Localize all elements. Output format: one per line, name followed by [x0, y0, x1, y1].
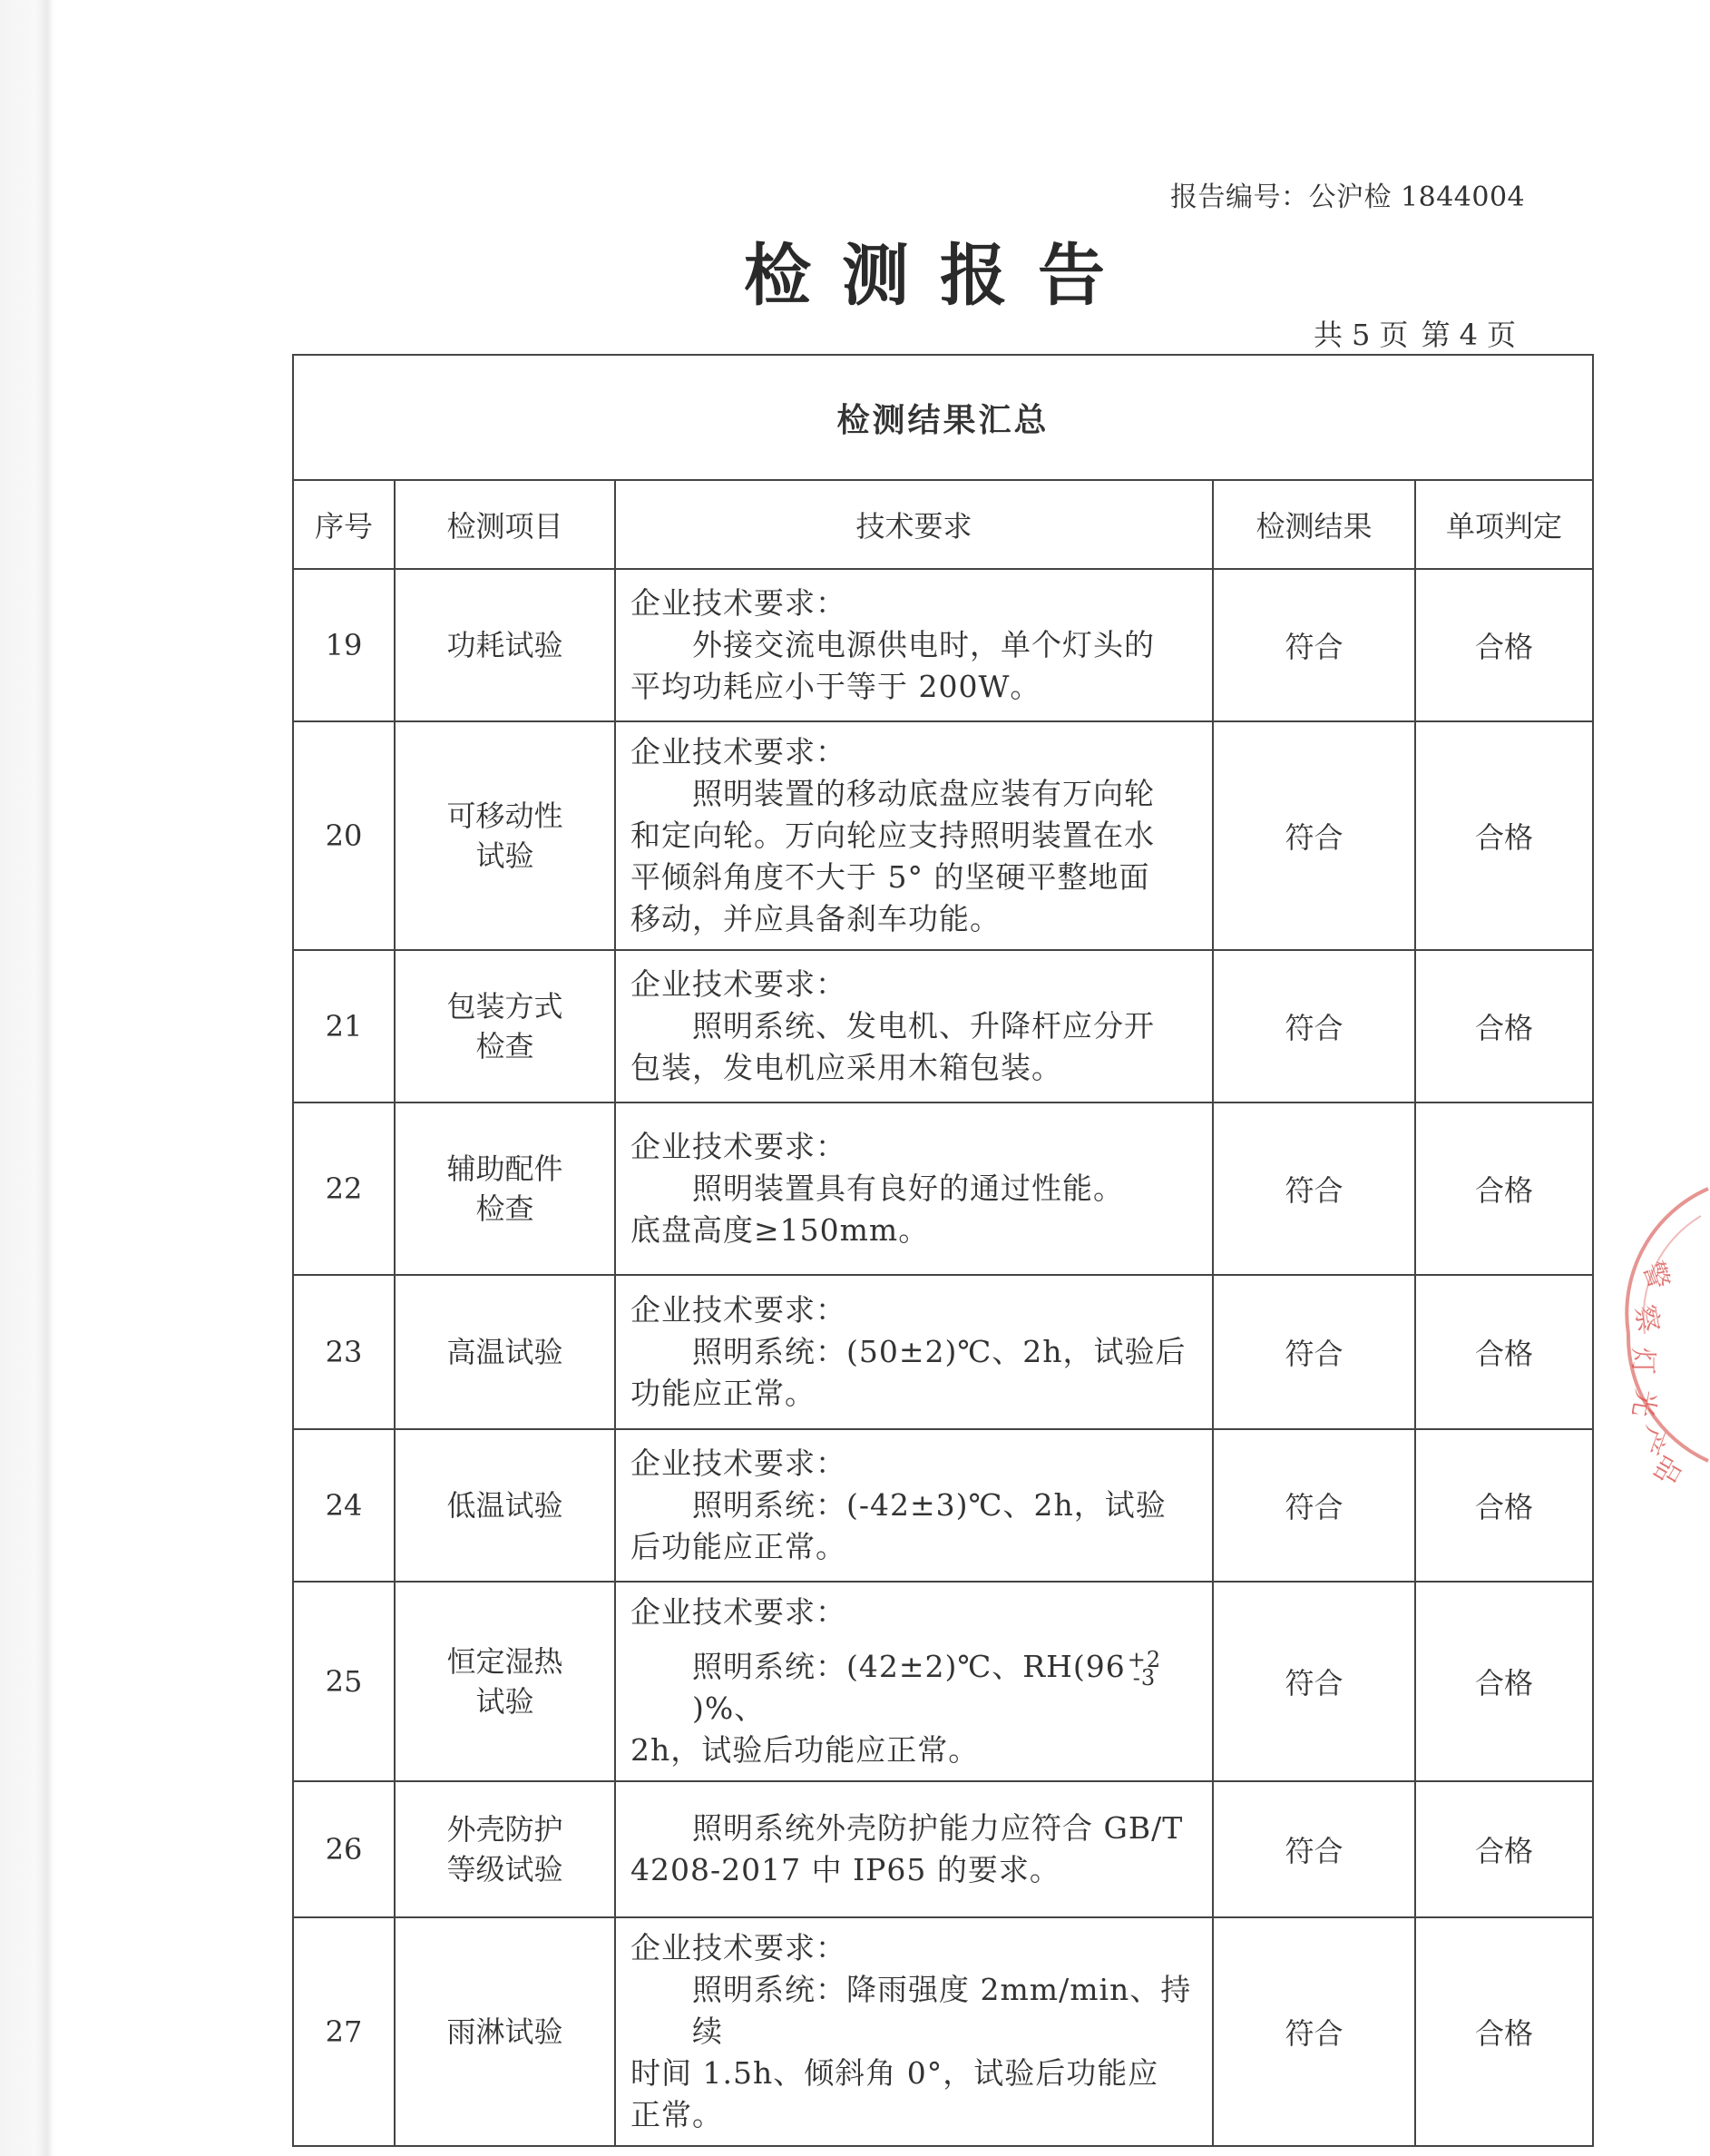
cell-judgement: 合格 [1415, 569, 1593, 721]
page-current-prefix: 第 [1421, 318, 1452, 352]
cell-judgement: 合格 [1415, 1429, 1593, 1582]
table-header-row [293, 480, 1593, 569]
tolerance-lower: -3 [1132, 1665, 1157, 1690]
tolerance-upper: +2 [1127, 1647, 1162, 1672]
cell-requirement [615, 1429, 1213, 1582]
cell-judgement: 合格 [1415, 1275, 1593, 1429]
cell-item [395, 950, 615, 1102]
cell-judgement: 合格 [1415, 721, 1593, 950]
results-table [292, 354, 1594, 2147]
requirement-line: 照明系统外壳防护能力应符合 GB/T [692, 1810, 1184, 1846]
cell-seq: 19 [293, 569, 395, 721]
item-line: 可移动性 [446, 799, 563, 833]
cell-result: 符合 [1213, 950, 1415, 1102]
requirement-line: 外接交流电源供电时，单个灯头的 [692, 627, 1155, 662]
cell-seq: 24 [293, 1429, 395, 1582]
col-header-seq: 序号 [293, 480, 395, 569]
svg-text:光: 光 [1625, 1387, 1662, 1420]
item-line: 试验 [475, 838, 534, 873]
requirement-line: 照明系统：(-42±3)℃、2h，试验 [692, 1487, 1167, 1523]
cell-result: 符合 [1213, 1781, 1415, 1917]
cell-item [395, 569, 615, 721]
requirement-line: 功能应正常。 [630, 1376, 816, 1411]
page-indicator [1314, 312, 1518, 354]
cell-seq: 22 [293, 1102, 395, 1275]
col-header-item: 检测项目 [395, 480, 615, 569]
cell-item [395, 1781, 615, 1917]
requirement-line: 企业技术要求： [630, 1930, 846, 1965]
table-row [293, 1917, 1593, 2146]
requirement-line: 移动，并应具备刹车功能。 [630, 901, 1001, 936]
requirement-line: 照明装置的移动底盘应装有万向轮 [692, 776, 1155, 811]
item-line: 雨淋试验 [446, 2014, 563, 2049]
svg-text:察: 察 [1628, 1302, 1665, 1335]
table-body [293, 569, 1593, 2146]
cell-requirement [615, 721, 1213, 950]
report-number-label: 报告编号： [1170, 181, 1309, 213]
requirement-line: 2h，试验后功能应正常。 [630, 1732, 980, 1768]
cell-requirement [615, 1102, 1213, 1275]
cell-result: 符合 [1213, 721, 1415, 950]
col-header-judgement: 单项判定 [1415, 480, 1593, 569]
humidity-tolerance [1127, 1647, 1162, 1690]
requirement-line: 照明系统：降雨强度 2mm/min、持续 [692, 1972, 1192, 2049]
cell-result: 符合 [1213, 1102, 1415, 1275]
item-line: 功耗试验 [446, 628, 563, 662]
cell-result: 符合 [1213, 1429, 1415, 1582]
requirement-line: 底盘高度≥150mm。 [630, 1212, 930, 1248]
cell-item [395, 721, 615, 950]
requirement-line: 企业技术要求： [630, 585, 846, 621]
page-word: 页 [1379, 318, 1411, 352]
svg-text:警: 警 [1636, 1257, 1676, 1294]
table-row [293, 721, 1593, 950]
cell-requirement [615, 1582, 1213, 1781]
cell-judgement: 合格 [1415, 1781, 1593, 1917]
item-line: 等级试验 [446, 1852, 563, 1886]
cell-requirement [615, 1781, 1213, 1917]
cell-seq: 25 [293, 1582, 395, 1781]
table-row [293, 1582, 1593, 1781]
item-line: 低温试验 [446, 1488, 563, 1523]
table-row [293, 1781, 1593, 1917]
humidity-text-after: )%、 [692, 1690, 766, 1726]
table-caption: 检测结果汇总 [293, 355, 1593, 480]
table-row [293, 950, 1593, 1102]
svg-text:灯: 灯 [1627, 1348, 1658, 1375]
item-line: 恒定湿热 [446, 1644, 563, 1679]
item-line: 辅助配件 [446, 1152, 563, 1186]
requirement-line: 企业技术要求： [630, 966, 846, 1002]
requirement-line: 企业技术要求： [630, 1446, 846, 1481]
requirement-line: 时间 1.5h、倾斜角 0°，试验后功能应 [630, 2055, 1159, 2091]
cell-item [395, 1275, 615, 1429]
cell-result: 符合 [1213, 1275, 1415, 1429]
page-total-prefix: 共 [1314, 318, 1345, 352]
item-line: 包装方式 [446, 989, 563, 1024]
cell-requirement [615, 1275, 1213, 1429]
requirement-line: 后功能应正常。 [630, 1529, 846, 1564]
col-header-result: 检测结果 [1213, 480, 1415, 569]
requirement-line: 照明装置具有良好的通过性能。 [692, 1171, 1124, 1206]
report-number [1170, 174, 1525, 214]
red-seal-stamp [1601, 1180, 1710, 1490]
report-number-value: 公沪检 1844004 [1308, 181, 1526, 213]
item-line: 外壳防护 [446, 1812, 563, 1847]
cell-item [395, 1917, 615, 2146]
cell-item [395, 1102, 615, 1275]
page-total: 5 [1352, 318, 1373, 352]
cell-judgement: 合格 [1415, 1582, 1593, 1781]
requirement-line: 企业技术要求： [630, 1129, 846, 1164]
page-word-2: 页 [1486, 318, 1518, 352]
item-line: 检查 [475, 1029, 534, 1063]
humidity-text-before: 照明系统：(42±2)℃、RH(96 [692, 1649, 1126, 1684]
page-title: 检测报告 [744, 237, 1136, 315]
table-row [293, 569, 1593, 721]
requirement-line: 4208-2017 中 IP65 的要求。 [630, 1852, 1060, 1887]
cell-seq: 26 [293, 1781, 395, 1917]
cell-requirement [615, 950, 1213, 1102]
cell-judgement: 合格 [1415, 1917, 1593, 2146]
requirement-line: 照明系统、发电机、升降杆应分开 [692, 1008, 1155, 1044]
item-line: 高温试验 [446, 1335, 563, 1369]
page-current: 4 [1459, 318, 1480, 352]
cell-item [395, 1429, 615, 1582]
cell-seq: 27 [293, 1917, 395, 2146]
col-header-requirement: 技术要求 [615, 480, 1213, 569]
cell-seq: 23 [293, 1275, 395, 1429]
item-line: 检查 [475, 1191, 534, 1226]
requirement-line: 包装，发电机应采用木箱包装。 [630, 1050, 1062, 1085]
requirement-line: 正常。 [630, 2097, 723, 2132]
cell-seq: 20 [293, 721, 395, 950]
cell-seq: 21 [293, 950, 395, 1102]
cell-result: 符合 [1213, 1582, 1415, 1781]
requirement-line: 企业技术要求： [630, 734, 846, 769]
requirement-line: 企业技术要求： [630, 1292, 846, 1328]
requirement-line: 企业技术要求： [630, 1594, 846, 1630]
table-row [293, 1275, 1593, 1429]
cell-result: 符合 [1213, 1917, 1415, 2146]
item-line: 试验 [475, 1684, 534, 1719]
cell-item [395, 1582, 615, 1781]
requirement-line: 平均功耗应小于等于 200W。 [630, 669, 1041, 704]
svg-text:产: 产 [1632, 1422, 1672, 1459]
requirement-line: 平倾斜角度不大于 5° 的坚硬平整地面 [630, 859, 1150, 895]
cell-result: 符合 [1213, 569, 1415, 721]
cell-requirement [615, 569, 1213, 721]
requirement-line-humidity [630, 1646, 1199, 1730]
svg-text:品: 品 [1646, 1450, 1688, 1490]
cell-judgement: 合格 [1415, 950, 1593, 1102]
cell-requirement [615, 1917, 1213, 2146]
requirement-line: 和定向轮。万向轮应支持照明装置在水 [630, 818, 1155, 853]
table-row [293, 1429, 1593, 1582]
cell-judgement: 合格 [1415, 1102, 1593, 1275]
table-row [293, 1102, 1593, 1275]
scan-edge-shadow [0, 0, 56, 2156]
requirement-line: 照明系统：(50±2)℃、2h，试验后 [692, 1334, 1187, 1369]
